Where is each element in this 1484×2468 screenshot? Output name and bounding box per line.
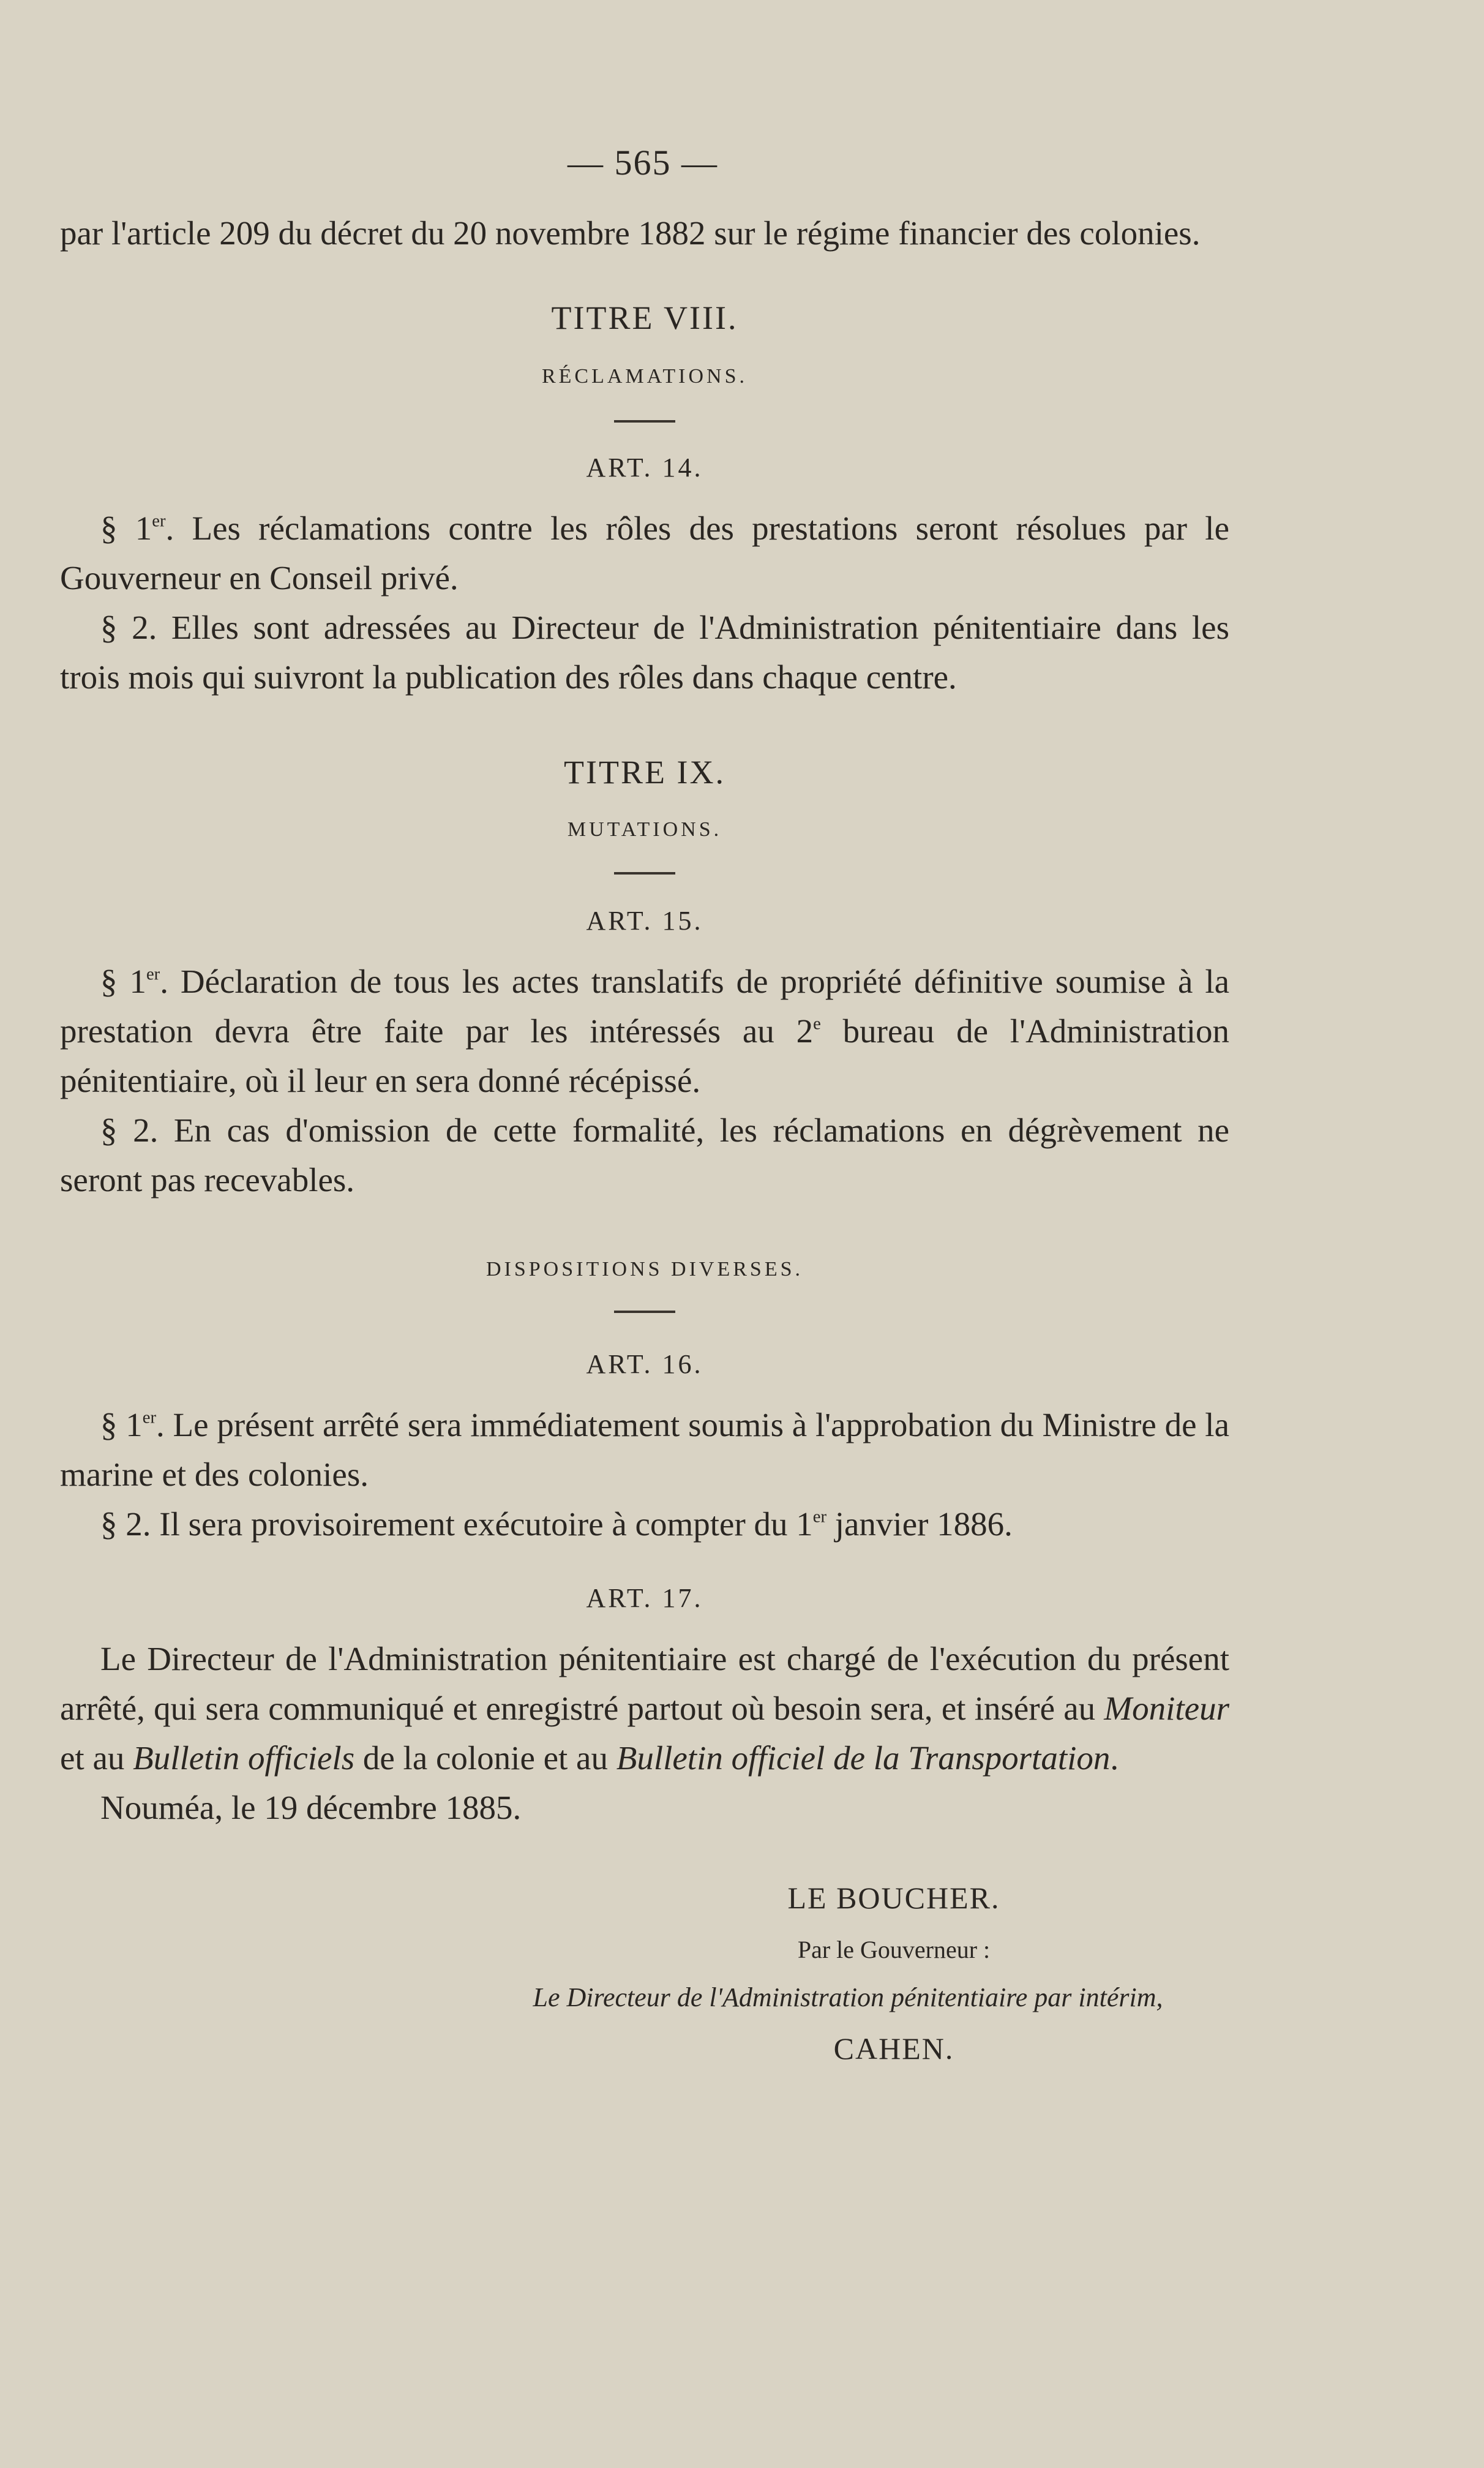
- para-text: de la colonie et au: [354, 1739, 616, 1777]
- para-number: § 1: [100, 1406, 143, 1443]
- art-14-heading: ART. 14.: [586, 453, 703, 483]
- para-text: bureau de l'Administration pénitentiaire, où il leur en sera donné récépissé.: [60, 1012, 1230, 1099]
- place-date: Nouméa, le 19 décembre 1885.: [100, 1789, 522, 1826]
- role-line-wrap: [465, 1982, 1231, 2013]
- art-14-paragraph-1: [60, 503, 1229, 603]
- countersign-wrap: [680, 2031, 1108, 2066]
- italic-title: Bulletin officiel de la Transportation: [616, 1739, 1111, 1777]
- art-16-heading-wrap: [60, 1349, 1229, 1380]
- para-text: . Le présent arrêté sera immédiatement soumis à l'approbation du Ministre de la marine et des colonies.: [60, 1406, 1229, 1493]
- rule-3: [60, 1311, 1229, 1313]
- titre-8-block: [60, 299, 1229, 337]
- para-text: . Déclaration de tous les actes translatifs de propriété définitive soumise à la prestation devra être faite par les intéressés au 2: [60, 963, 1230, 1050]
- intro-paragraph: par l'article 209 du décret du 20 novembre 1882 sur le régime financier des colonies.: [60, 214, 1201, 252]
- section-rule: [614, 872, 675, 875]
- by-line: Par le Gouverneur :: [797, 1936, 991, 1963]
- para-text: § 2. Il sera provisoirement exécutoire à compter du 1: [100, 1505, 813, 1543]
- titre-9-title: TITRE IX.: [564, 754, 725, 791]
- superscript: e: [813, 1014, 821, 1034]
- art-17-body: [60, 1634, 1229, 1832]
- art-16-body: [60, 1400, 1229, 1549]
- art-14-heading-wrap: [60, 452, 1229, 483]
- art-15-body: [60, 957, 1229, 1205]
- para-text: Le Directeur de l'Administration pénitentiaire est chargé de l'exécution du présent arrêté, qui sera communiqué et enregistré partout où besoin sera, et inséré au: [60, 1640, 1229, 1727]
- art-17-paragraph: [60, 1634, 1229, 1783]
- art-15-paragraph-1: [60, 957, 1229, 1105]
- titre-8-subtitle: RÉCLAMATIONS.: [541, 365, 748, 388]
- superscript: er: [142, 1408, 157, 1428]
- para-number: § 1: [100, 510, 152, 547]
- titre-8-title: TITRE VIII.: [551, 299, 738, 336]
- art-14-body: [60, 503, 1229, 702]
- art-15-heading: ART. 15.: [586, 906, 703, 936]
- signatory-wrap: [680, 1880, 1108, 1916]
- titre-9-sub-wrap: [60, 818, 1229, 841]
- para-number: § 1: [100, 963, 146, 1000]
- para-text: . Les réclamations contre les rôles des prestations seront résolues par le Gouverneur en Conseil privé.: [60, 510, 1230, 596]
- countersign: CAHEN.: [833, 2031, 954, 2066]
- art-16-paragraph-1: [60, 1400, 1229, 1499]
- titre-9-block: [60, 753, 1229, 791]
- para-text: et au: [60, 1739, 133, 1777]
- art-17-heading-wrap: [60, 1582, 1229, 1614]
- para-text: .: [1110, 1739, 1119, 1777]
- page-number: — 565 —: [568, 143, 718, 182]
- art-14-paragraph-2: § 2. Elles sont adressées au Directeur de l'Administration pénitentiaire dans les trois mois qui suivront la publication des rôles dans chaque centre.: [60, 609, 1229, 696]
- titre-8-sub-wrap: [60, 365, 1229, 388]
- italic-title: Bulletin officiels: [133, 1739, 355, 1777]
- dispositions-subtitle: DISPOSITIONS DIVERSES.: [485, 1258, 804, 1281]
- para-text: janvier 1886.: [826, 1505, 1013, 1543]
- section-rule: [614, 420, 675, 423]
- section-rule: [614, 1311, 675, 1313]
- titre-9-subtitle: MUTATIONS.: [567, 818, 722, 841]
- superscript: er: [146, 965, 160, 984]
- art-15-paragraph-2: § 2. En cas d'omission de cette formalité, les réclamations en dégrèvement ne seront pas recevables.: [60, 1112, 1229, 1198]
- role-line: Le Directeur de l'Administration pénitentiaire par intérim,: [533, 1982, 1163, 2012]
- art-16-heading: ART. 16.: [586, 1349, 703, 1379]
- rule-1: [60, 420, 1229, 423]
- dispositions-sub-wrap: [60, 1258, 1229, 1281]
- art-15-heading-wrap: [60, 905, 1229, 936]
- superscript: er: [812, 1507, 826, 1527]
- italic-title: Moniteur: [1104, 1690, 1229, 1727]
- by-line-wrap: [680, 1935, 1108, 1964]
- superscript: er: [152, 511, 166, 531]
- signatory: LE BOUCHER.: [787, 1881, 1000, 1915]
- intro-block: [60, 208, 1229, 258]
- art-16-paragraph-2: [60, 1499, 1229, 1549]
- art-17-heading: ART. 17.: [586, 1583, 703, 1613]
- rule-2: [60, 872, 1229, 875]
